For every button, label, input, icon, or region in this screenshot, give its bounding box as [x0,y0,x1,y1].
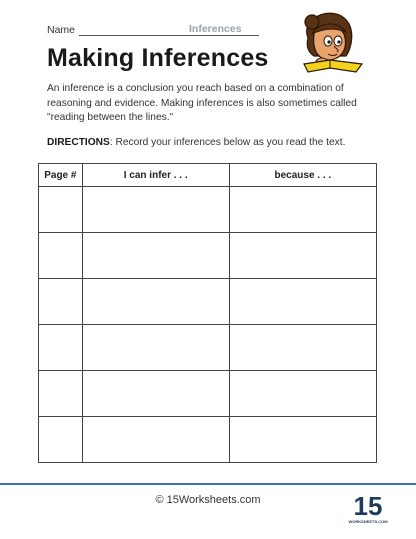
cell-infer[interactable] [82,417,229,463]
15worksheets-logo-icon [348,491,388,525]
logo-caption: WORKSHEETS.COM [348,519,388,524]
table-row [39,371,377,417]
cell-because[interactable] [229,233,376,279]
directions-label: DIRECTIONS [47,137,110,148]
cell-page[interactable] [39,187,83,233]
cell-page[interactable] [39,279,83,325]
cell-infer[interactable] [82,187,229,233]
cell-page[interactable] [39,233,83,279]
header-page: Page # [39,164,83,187]
cell-because[interactable] [229,325,376,371]
logo-number: 15 [353,491,383,521]
cell-infer[interactable] [82,279,229,325]
girl-reading-icon [290,8,370,76]
cell-page[interactable] [39,371,83,417]
table-row [39,187,377,233]
name-row [47,23,259,36]
table-body [39,187,377,463]
footer-copyright: © 15Worksheets.com [155,494,261,506]
header-because: because . . . [229,164,376,187]
cell-page[interactable] [39,325,83,371]
table-header-row [39,164,377,187]
name-label: Name [47,24,76,36]
cell-infer[interactable] [82,371,229,417]
cell-because[interactable] [229,187,376,233]
cell-page[interactable] [39,417,83,463]
directions-text: : Record your inferences below as you read the text. [109,137,346,148]
page-title: Making Inferences [47,44,269,72]
table-row [39,325,377,371]
topic-label: Inferences [177,23,259,36]
name-input-line[interactable] [79,24,177,36]
table-row [39,279,377,325]
directions [47,137,377,148]
table-row [39,417,377,463]
cell-because[interactable] [229,279,376,325]
table-row [39,233,377,279]
header-infer: I can infer . . . [82,164,229,187]
cell-because[interactable] [229,371,376,417]
intro-paragraph: An inference is a conclusion you reach based on a combination of reasoning and evidence. Making inferences is also sometimes called "reading between the lines." [47,83,357,123]
inference-table [38,163,377,463]
footer-divider [0,483,416,485]
cell-infer[interactable] [82,233,229,279]
cell-infer[interactable] [82,325,229,371]
cell-because[interactable] [229,417,376,463]
